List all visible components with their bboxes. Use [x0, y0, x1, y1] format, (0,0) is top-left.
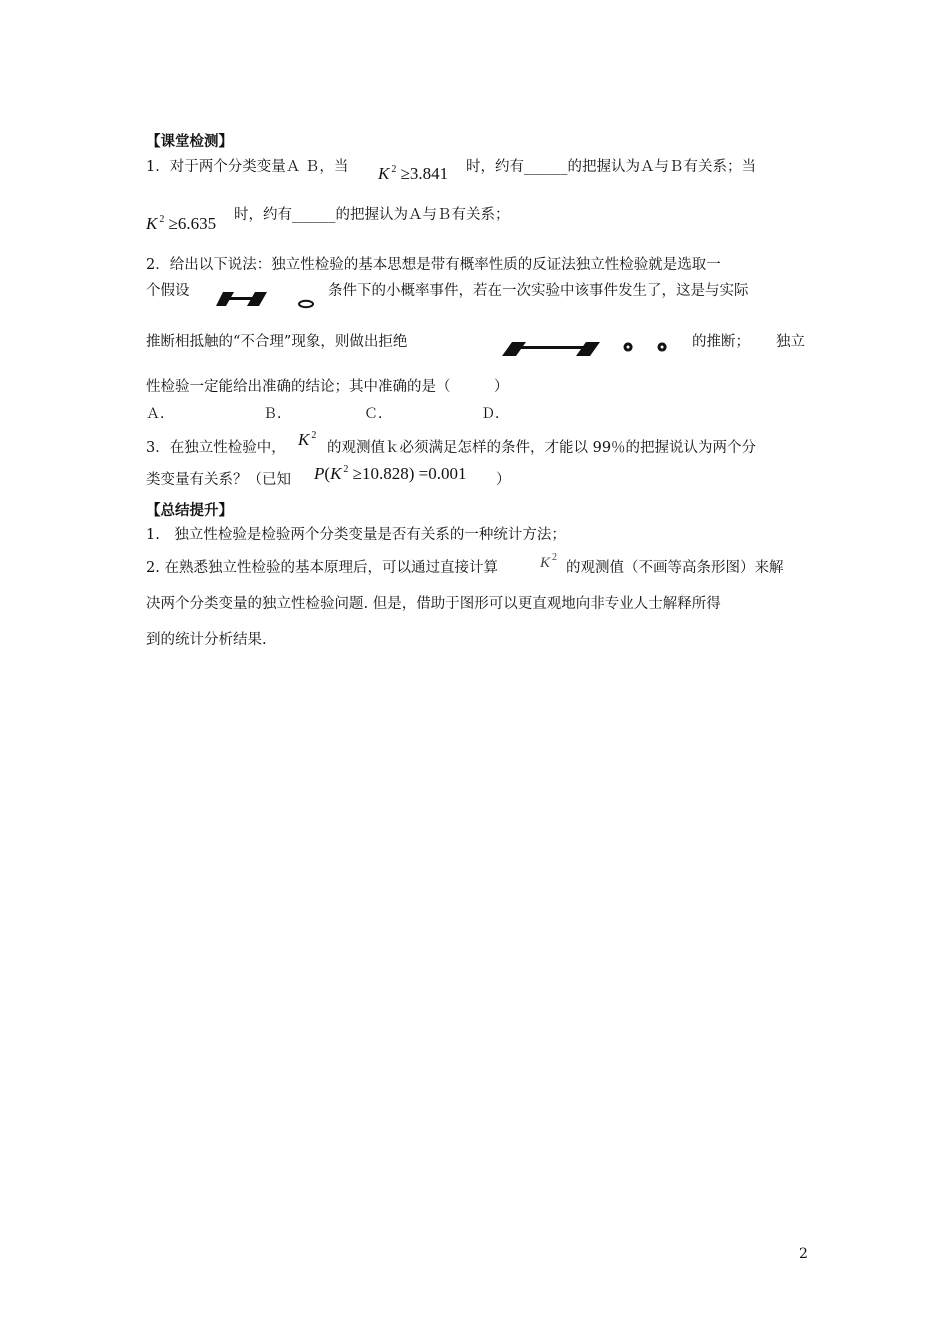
- summary-item-2-line1b: 的观测值（不画等高条形图）来解: [566, 560, 784, 576]
- q2-line3c: 独立: [776, 334, 805, 350]
- section-heading-summary: 【总结提升】: [146, 503, 233, 519]
- summary-item-2-line2: 决两个分类变量的独立性检验问题. 但是，借助于图形可以更直观地向非专业人士解释所得: [146, 596, 721, 612]
- q1-math-b-value: ≥6.635: [168, 214, 217, 233]
- q1-prefix: 1．对于两个分类变量Ａ Ｂ，当: [146, 159, 349, 175]
- summary-item-1: 1. 独立性检验是检验两个分类变量是否有关系的一种统计方法；: [146, 527, 566, 543]
- q3-k2: K $^2$: [298, 430, 317, 449]
- q3-prefix: 3．在独立性检验中，: [146, 440, 286, 456]
- q3-math-value: ≥10.828) =0.001: [352, 464, 467, 483]
- q2-line4: 性检验一定能给出准确的结论；其中准确的是（ ）: [146, 379, 509, 395]
- q3-line2b: ）: [496, 472, 511, 488]
- summary-item-2-line1a: 2. 在熟悉独立性检验的基本原理后，可以通过直接计算: [146, 560, 498, 576]
- h0-formula-image: [214, 288, 320, 310]
- q3-line2a: 类变量有关系？（已知: [146, 472, 291, 488]
- summary-k2: K $^2$: [540, 552, 558, 571]
- q3-math: P(K $^2$ ≥10.828) =0.001: [314, 464, 467, 483]
- q2-line3b: 的推断；: [692, 334, 750, 350]
- q2-line2b: 条件下的小概率事件，若在一次实验中该事件发生了，这是与实际: [328, 283, 749, 299]
- q2-line1: 2．给出以下说法：独立性检验的基本思想是带有概率性质的反证法独立性检验就是选取一: [146, 257, 721, 273]
- q1-math-a: K $^2$ ≥3.841: [378, 164, 449, 183]
- q1-math-a-value: ≥3.841: [400, 164, 449, 183]
- h0-formula-image-2: [500, 340, 670, 360]
- q2-line3a: 推断相抵触的“不合理”现象，则做出拒绝: [146, 334, 408, 350]
- section-heading-check: 【课堂检测】: [146, 134, 233, 150]
- option-a: Ａ．: [146, 406, 174, 422]
- q3-middle: 的观测值ｋ必须满足怎样的条件，才能以 99％的把握说认为两个分: [327, 440, 757, 456]
- summary-item-2-line3: 到的统计分析结果.: [146, 632, 267, 648]
- q2-line2a: 个假设: [146, 283, 190, 299]
- page-number: 2: [799, 1246, 808, 1262]
- option-d: Ｄ．: [481, 406, 509, 422]
- q1-math-b: K $^2$ ≥6.635: [146, 214, 217, 233]
- option-c: Ｃ．: [364, 406, 392, 422]
- q1-middle: 时，约有______的把握认为Ａ与Ｂ有关系；当: [466, 159, 756, 175]
- q1-suffix: 时，约有______的把握认为Ａ与Ｂ有关系；: [234, 207, 510, 223]
- option-b: Ｂ．: [263, 406, 291, 422]
